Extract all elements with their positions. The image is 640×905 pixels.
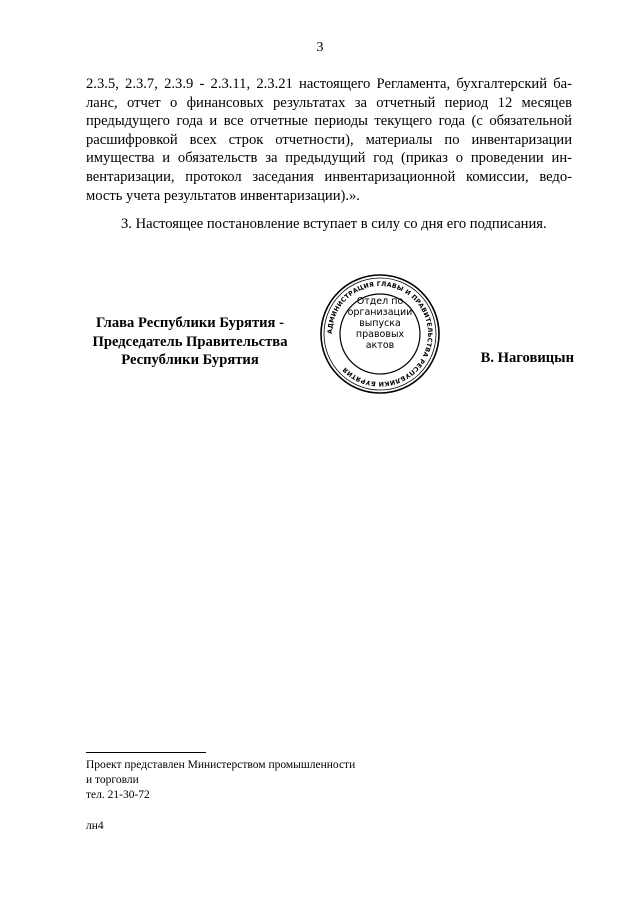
text-line: мость учета результатов инвентаризации).». bbox=[86, 187, 360, 204]
body-paragraph bbox=[86, 75, 572, 205]
effective-date-clause bbox=[121, 215, 572, 234]
text-line: имущества и обязательств за предыдущий год (приказ о проведении ин- bbox=[86, 150, 572, 167]
seal-text-line: правовых bbox=[355, 329, 405, 340]
text-line: вентаризации, протокол заседания инвентаризационной комиссии, ведо- bbox=[86, 168, 572, 185]
text-line: ланс, отчет о финансовых результатах за отчетный период 12 месяцев bbox=[86, 94, 572, 111]
page-number: 3 bbox=[316, 40, 324, 55]
seal-text-line: актов bbox=[365, 340, 395, 351]
signatory-title-line: Глава Республики Бурятия - bbox=[96, 315, 284, 331]
seal-center-text bbox=[336, 296, 424, 351]
text-line: 2.3.5, 2.3.7, 2.3.9 - 2.3.11, 2.3.21 настоящего Регламента, бухгалтерский ба- bbox=[86, 76, 572, 92]
signatory-title-line: Республики Бурятия bbox=[121, 352, 259, 369]
seal-text-line: Отдел по bbox=[356, 296, 404, 307]
text-line: 3. Настоящее постановление вступает в силу со дня его подписания. bbox=[121, 216, 547, 232]
signatory-title-line: Председатель Правительства bbox=[92, 333, 288, 350]
seal-text-line: выпуска bbox=[359, 318, 401, 329]
signatory-name: В. Наговицын bbox=[480, 350, 574, 366]
footer-line: Проект представлен Министерством промышленности bbox=[86, 759, 356, 771]
seal-text-line: организации bbox=[347, 307, 413, 318]
text-line: предыдущего года и все отчетные периоды текущего года (с обязательной bbox=[86, 113, 572, 130]
footer-divider bbox=[86, 752, 206, 753]
footer-line: тел. 21-30-72 bbox=[86, 789, 150, 801]
footer-line: и торговли bbox=[86, 774, 139, 786]
text-line: расшифровкой всех строк отчетности), материалы по инвентаризации bbox=[86, 131, 572, 148]
footer-note bbox=[86, 758, 355, 803]
signatory-title bbox=[76, 314, 304, 370]
document-code: лн4 bbox=[86, 820, 104, 832]
seal-ring-text: АДМИНИСТРАЦИЯ ГЛАВЫ И ПРАВИТЕЛЬСТВА РЕСПУБЛИКИ БУРЯТИЯ bbox=[326, 280, 434, 388]
